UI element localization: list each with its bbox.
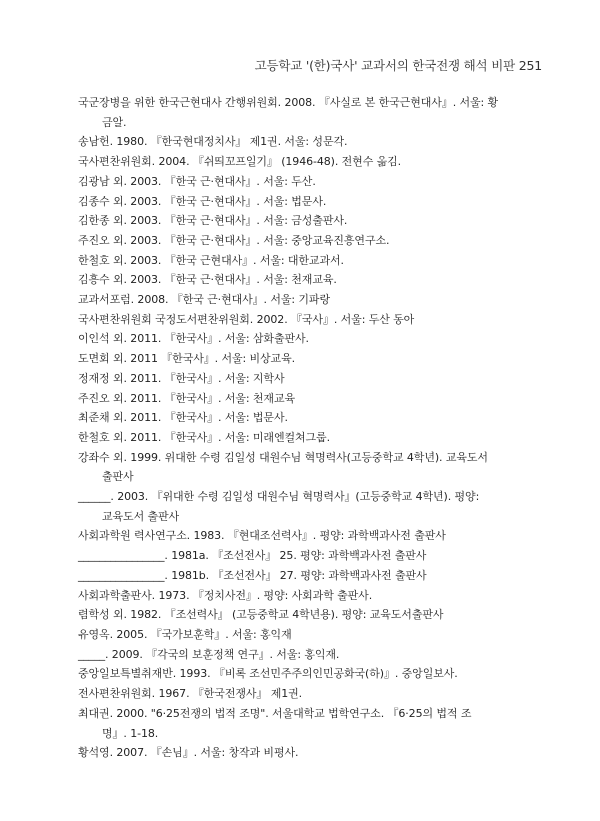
reference-entry [78, 625, 548, 645]
reference-text: 중앙일보특별취재반. 1993. 『비록 조선민주주의인민공화국(하)』. 중앙일보사. [78, 667, 458, 681]
reference-entry [78, 684, 548, 704]
reference-text: 사회과학원 력사연구소. 1983. 『현대조선력사』. 평양: 과학백과사전 출판사 [78, 529, 446, 543]
reference-text: 주진오 외. 2003. 『한국 근·현대사』. 서울: 중앙교육진흥연구소. [78, 233, 390, 247]
reference-entry [78, 152, 548, 172]
reference-entry [78, 349, 548, 369]
reference-entry [78, 389, 548, 409]
reference-text: 이인석 외. 2011. 『한국사』. 서울: 삼화출판사. [78, 332, 309, 346]
reference-entry [78, 211, 548, 231]
reference-entry [78, 704, 548, 743]
reference-entry [78, 251, 548, 271]
reference-text: 최대권. 2000. "6·25전쟁의 법적 조명". 서울대학교 법학연구소. 『6·25의 법적 조 [78, 706, 472, 720]
page-number: 251 [518, 58, 542, 73]
reference-text: 김종수 외. 2003. 『한국 근·현대사』. 서울: 법문사. [78, 194, 327, 208]
reference-entry [78, 369, 548, 389]
reference-entry [78, 132, 548, 152]
reference-text: 도면회 외. 2011 『한국사』. 서울: 비상교육. [78, 352, 296, 366]
reference-continuation: 명』. 1-18. [102, 726, 159, 740]
reference-entry [78, 586, 548, 606]
reference-text: ________________. 1981b. 『조선전사』 27. 평양: 과학백과사전 출판사 [78, 568, 427, 582]
reference-text: 국군장병을 위한 한국근현대사 간행위원회. 2008. 『사실로 본 한국근현대사』. 서울: 황 [78, 96, 499, 109]
reference-list [78, 93, 548, 763]
reference-entry [78, 526, 548, 546]
reference-entry [78, 566, 548, 586]
reference-entry [78, 192, 548, 212]
reference-entry [78, 270, 548, 290]
reference-text: 국사편찬위원회 국정도서편찬위원회. 2002. 『국사』. 서울: 두산 동아 [78, 312, 415, 326]
reference-text: 전사편찬위원회. 1967. 『한국전쟁사』 제1권. [78, 687, 303, 701]
reference-text: 황석영. 2007. 『손님』. 서울: 창작과 비평사. [78, 746, 299, 760]
reference-entry [78, 448, 548, 487]
reference-text: 송남헌. 1980. 『한국현대정치사』 제1권. 서울: 성문각. [78, 135, 348, 149]
reference-entry [78, 329, 548, 349]
reference-entry [78, 605, 548, 625]
reference-entry [78, 93, 548, 132]
reference-entry [78, 172, 548, 192]
reference-continuation: 교육도서 출판사 [102, 509, 180, 523]
reference-entry [78, 231, 548, 251]
running-title: 고등학교 '(한)국사' 교과서의 한국전쟁 해석 비판 [254, 58, 515, 73]
reference-text: 한철호 외. 2011. 『한국사』. 서울: 미래엔컬쳐그룹. [78, 430, 330, 444]
reference-text: 김한종 외. 2003. 『한국 근·현대사』. 서울: 금성출판사. [78, 214, 348, 228]
reference-continuation: 출판사 [102, 470, 134, 484]
reference-text: 정재정 외. 2011. 『한국사』. 서울: 지학사 [78, 371, 285, 385]
reference-text: 교과서포럼. 2008. 『한국 근·현대사』. 서울: 기파랑 [78, 293, 330, 307]
reference-text: 주진오 외. 2011. 『한국사』. 서울: 천재교육 [78, 391, 296, 405]
reference-text: 최준채 외. 2011. 『한국사』. 서울: 법문사. [78, 411, 288, 425]
reference-text: 김흥수 외. 2003. 『한국 근·현대사』. 서울: 천재교육. [78, 273, 337, 287]
reference-text: ________________. 1981a. 『조선전사』 25. 평양: 과학백과사전 출판사 [78, 549, 427, 563]
reference-text: 김광남 외. 2003. 『한국 근·현대사』. 서울: 두산. [78, 174, 316, 188]
running-header [255, 56, 542, 74]
reference-text: 사회과학출판사. 1973. 『정치사전』. 평양: 사회과학 출판사. [78, 588, 373, 602]
reference-text: 유영옥. 2005. 『국가보훈학』. 서울: 홍익재 [78, 627, 292, 641]
reference-text: 국사편찬위원회. 2004. 『쉬띄꼬프일기』 (1946-48). 전현수 옮김. [78, 155, 402, 169]
reference-entry [78, 310, 548, 330]
reference-entry [78, 290, 548, 310]
reference-continuation: 금알. [102, 115, 127, 129]
reference-entry [78, 546, 548, 566]
reference-entry [78, 428, 548, 448]
reference-text: 렴학성 외. 1982. 『조선력사』 (고등중학교 4학년용). 평양: 교육도서출판사 [78, 608, 444, 622]
reference-text: 강좌수 외. 1999. 위대한 수령 김일성 대원수님 혁명력사(고등중학교 4학년). 교육도서 [78, 450, 488, 464]
reference-text: _____. 2009. 『각국의 보훈정책 연구』. 서울: 홍익재. [78, 647, 340, 661]
reference-text: ______. 2003. 『위대한 수령 김일성 대원수님 혁명력사』(고등중학교 4학년). 평양: [78, 490, 480, 504]
reference-entry [78, 743, 548, 763]
reference-entry [78, 645, 548, 665]
reference-entry [78, 664, 548, 684]
reference-entry [78, 487, 548, 526]
reference-text: 한철호 외. 2003. 『한국 근현대사』. 서울: 대한교과서. [78, 253, 344, 267]
reference-entry [78, 408, 548, 428]
